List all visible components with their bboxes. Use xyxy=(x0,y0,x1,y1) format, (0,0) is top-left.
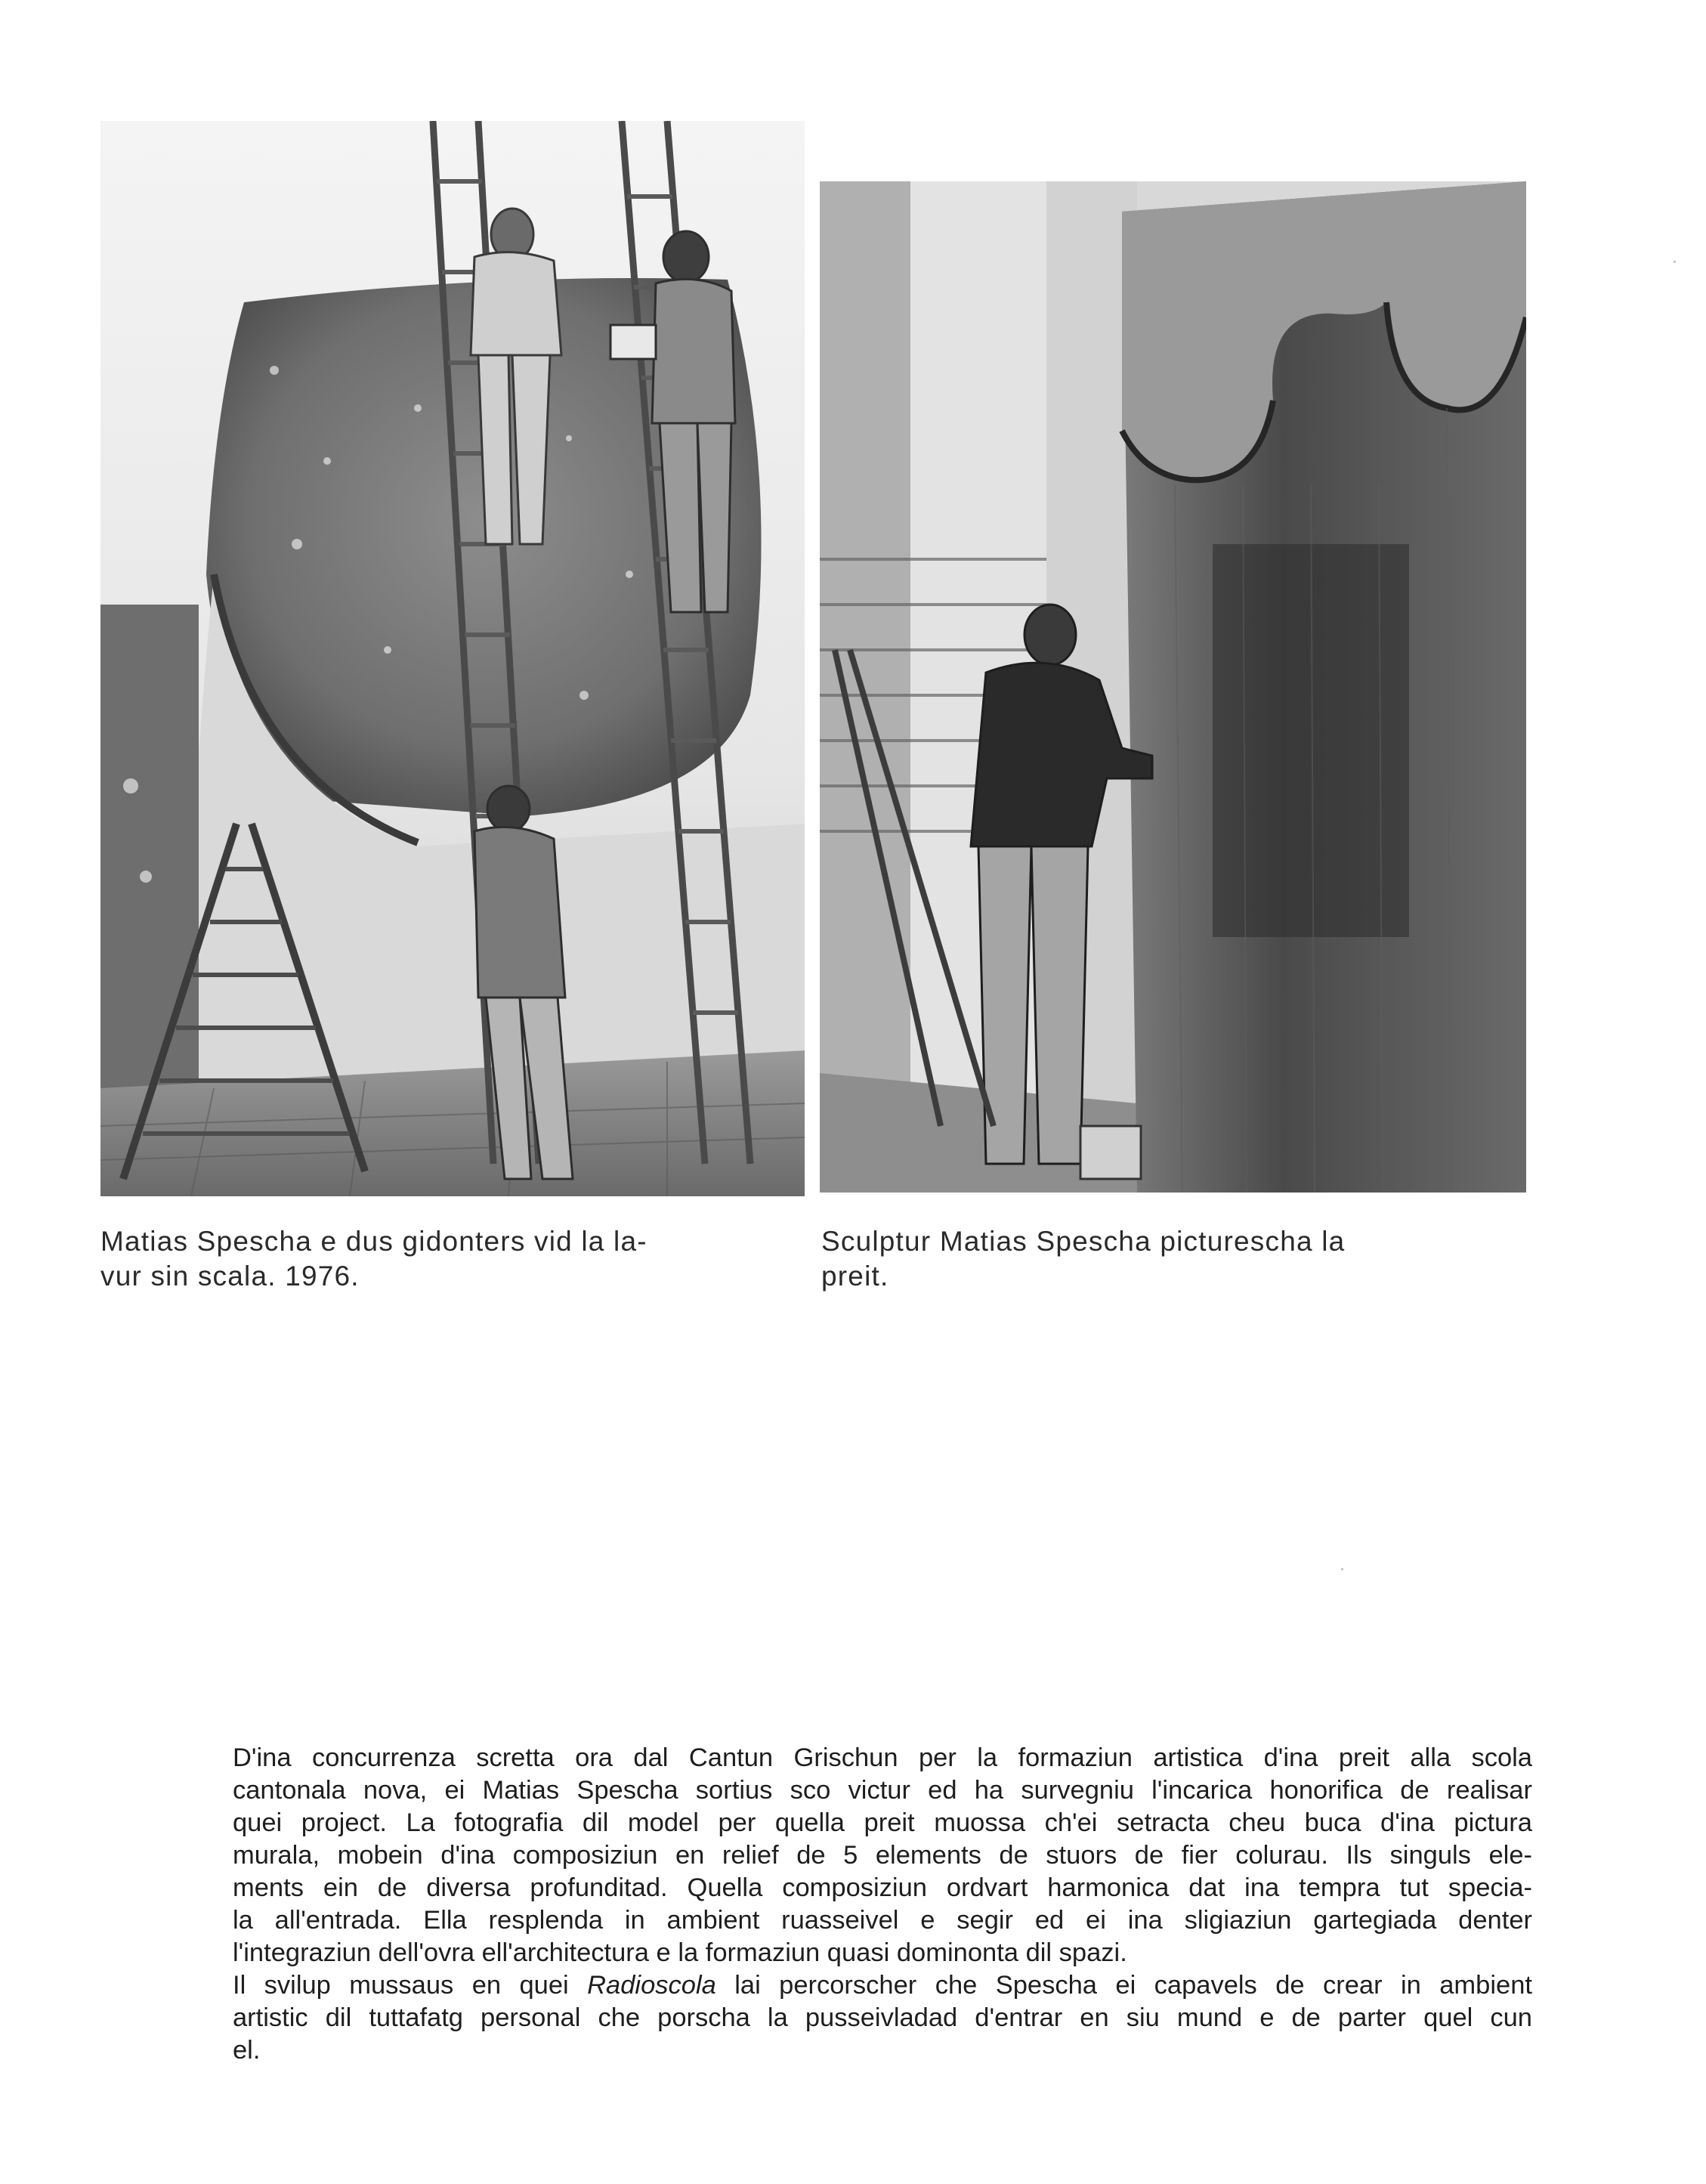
photo-artist-and-helpers-on-ladders xyxy=(100,121,805,1196)
caption-right-photo xyxy=(821,1224,1345,1294)
photo-sculptor-painting-wall xyxy=(820,181,1526,1193)
body-line: murala, mobein d'ina composiziun en relief de 5 elements de stuors de fier colurau. Ils singuls ele- xyxy=(233,1841,1532,1870)
para2-after: lai percorscher che Spescha ei capavels de crear in ambient xyxy=(715,1971,1532,2000)
caption-left-photo xyxy=(100,1224,647,1294)
scan-speck xyxy=(1674,261,1676,263)
body-line: cantonala nova, ei Matias Spescha sortius sco victur ed ha survegniu l'incarica honorifica de realisar xyxy=(233,1776,1532,1805)
caption-right-line-1: Sculptur Matias Spescha picturescha la xyxy=(821,1226,1346,1257)
body-line: D'ina concurrenza scretta ora dal Cantun Grischun per la formaziun artistica d'ina preit alla scola xyxy=(233,1743,1532,1772)
radioscola-title: Radioscola xyxy=(587,1971,716,2000)
body-paragraph xyxy=(233,1742,1532,2067)
caption-right-line-2: preit. xyxy=(821,1261,889,1292)
body-line: artistic dil tuttafatg personal che porscha la pusseivladad d'entrar en siu mund e de parter quel cun xyxy=(233,2003,1532,2032)
body-line: el. xyxy=(233,2036,261,2065)
body-line-with-italic xyxy=(233,1969,1532,2002)
para2-before: Il svilup mussaus en quei xyxy=(233,1971,588,2000)
caption-left-line-2: vur sin scala. 1976. xyxy=(100,1261,360,1292)
body-line: l'integraziun dell'ovra ell'architectura e la formaziun quasi dominonta dil spazi. xyxy=(233,1938,1127,1967)
body-line: ments ein de diversa profunditad. Quella composiziun ordvart harmonica dat ina tempra tut specia- xyxy=(233,1873,1532,1902)
body-line: quei project. La fotografia dil model per quella preit muossa ch'ei setracta cheu buca d'ina pictura xyxy=(233,1808,1532,1837)
scan-speck xyxy=(1341,1568,1343,1570)
body-line: la all'entrada. Ella resplenda in ambient ruasseivel e segir ed ei ina sligiaziun gartegiada denter xyxy=(233,1906,1532,1935)
caption-left-line-1: Matias Spescha e dus gidonters vid la la- xyxy=(100,1226,647,1257)
